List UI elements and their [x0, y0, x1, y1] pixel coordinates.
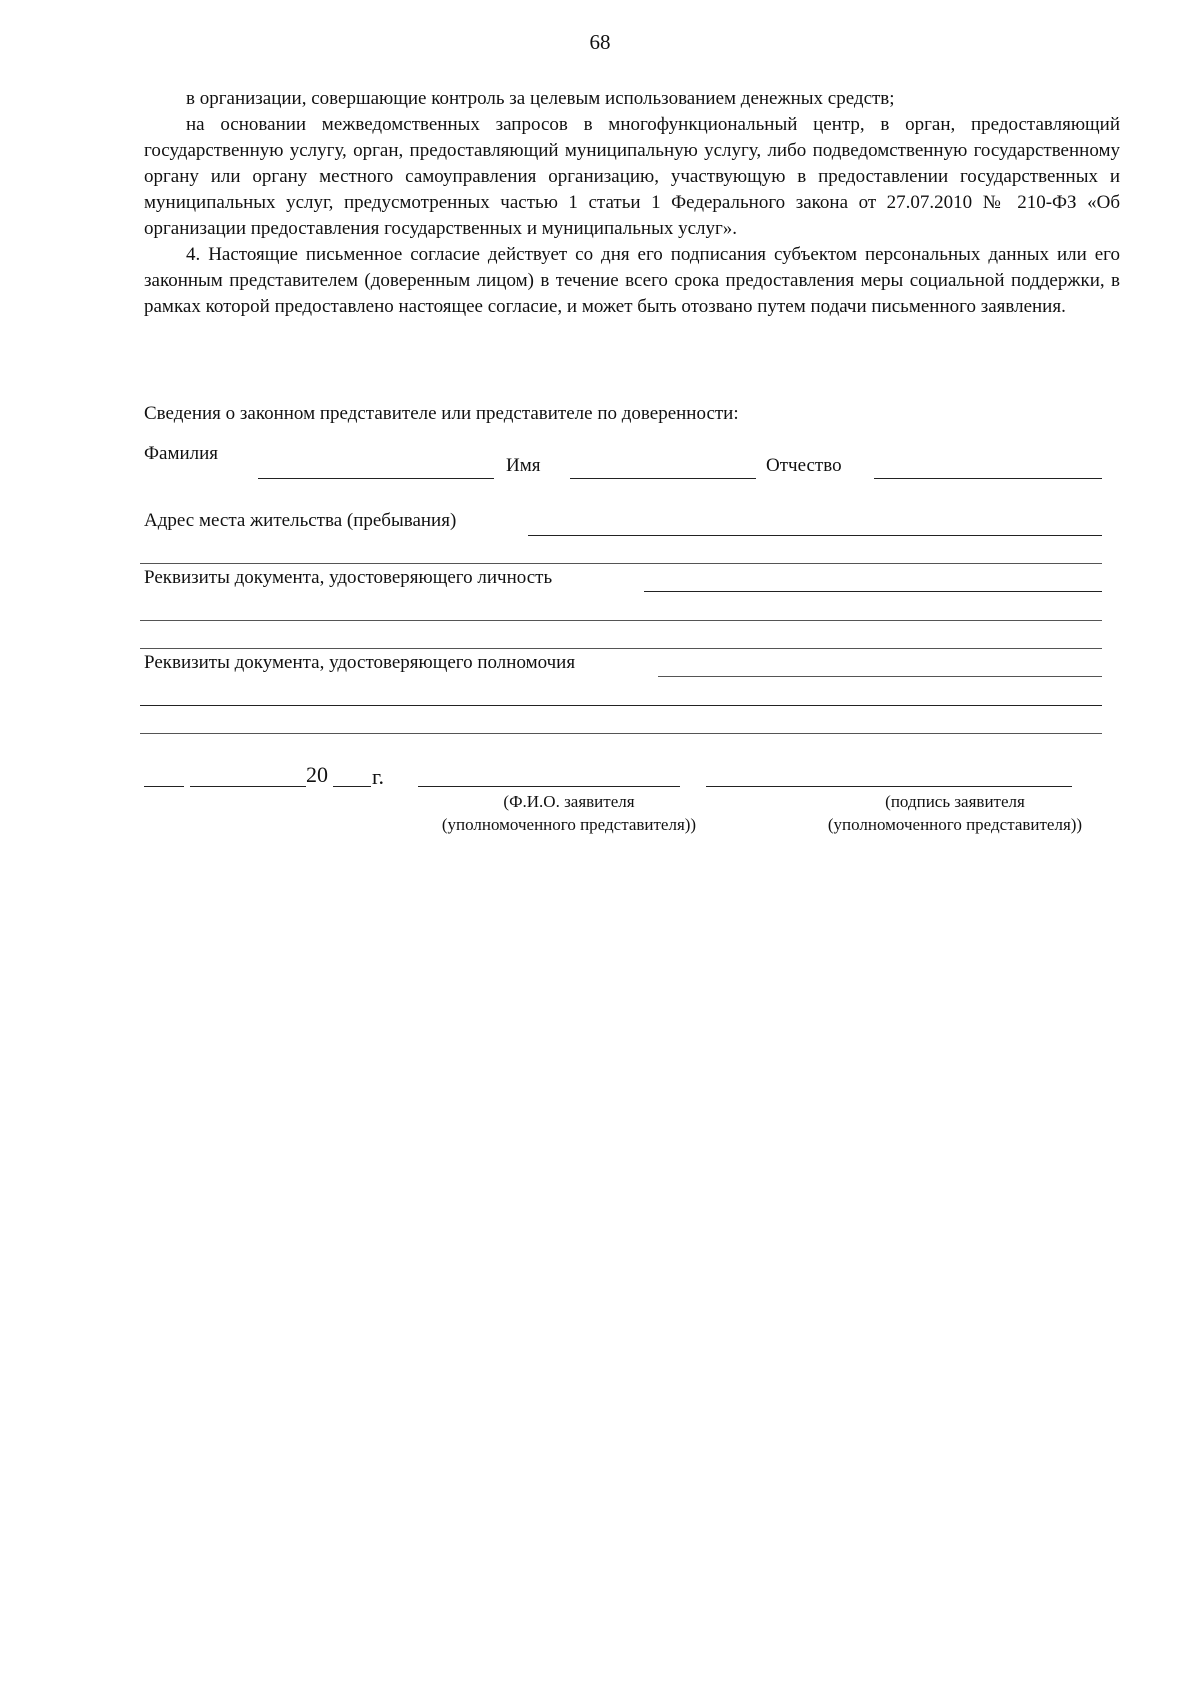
applicant-signature-line[interactable]: [706, 786, 1072, 787]
paragraph-control-organizations: в организации, совершающие контроль за целевым использованием денежных средств;: [186, 88, 895, 109]
address-label: Адрес места жительства (пребывания): [144, 510, 457, 531]
date-month-line[interactable]: [190, 786, 306, 787]
signature-caption: [798, 790, 1112, 836]
address-field-line[interactable]: [528, 535, 1102, 536]
identity-document-extra-line[interactable]: [140, 648, 1102, 649]
authority-document-extra-line[interactable]: [140, 733, 1102, 734]
fio-caption-line-1: (Ф.И.О. заявителя: [503, 792, 635, 811]
applicant-fio-line[interactable]: [418, 786, 680, 787]
document-body: [144, 86, 1120, 320]
name-field-line[interactable]: [570, 478, 756, 479]
fio-caption: [410, 790, 728, 836]
surname-field-line[interactable]: [258, 478, 494, 479]
identity-document-field-line[interactable]: [644, 591, 1102, 592]
patronymic-field-line[interactable]: [874, 478, 1102, 479]
representative-section-heading: Сведения о законном представителе или представителе по доверенности:: [144, 403, 739, 424]
signature-caption-line-1: (подпись заявителя: [885, 792, 1025, 811]
name-label: Имя: [506, 455, 541, 476]
authority-document-continuation-line[interactable]: [140, 705, 1102, 706]
identity-document-continuation-line[interactable]: [140, 620, 1102, 621]
page-number: 68: [589, 30, 611, 54]
date-day-line[interactable]: [144, 786, 184, 787]
patronymic-label: Отчество: [766, 455, 842, 476]
fio-caption-line-2: (уполномоченного представителя)): [441, 815, 697, 834]
paragraph-consent-validity: 4. Настоящие письменное согласие действует со дня его подписания субъектом персональных данных или его законным представителем (доверенным лицом) в течение всего срока предоставления меры социальной поддержки, в рамках которой предоставлено настоящее согласие, и может быть отозвано путем подачи письменного заявления.: [144, 244, 1120, 317]
year-suffix: г.: [372, 764, 385, 789]
address-continuation-line[interactable]: [140, 563, 1102, 564]
identity-document-label: Реквизиты документа, удостоверяющего личность: [144, 567, 553, 588]
surname-label: Фамилия: [144, 443, 219, 464]
date-year-line[interactable]: [333, 786, 371, 787]
authority-document-label: Реквизиты документа, удостоверяющего полномочия: [144, 652, 576, 673]
signature-caption-line-2: (уполномоченного представителя)): [827, 815, 1083, 834]
year-prefix: 20: [306, 762, 328, 787]
authority-document-field-line[interactable]: [658, 676, 1102, 677]
paragraph-interdepartmental-requests: на основании межведомственных запросов в многофункциональный центр, в орган, предоставляющий государственную услугу, орган, предоставляющий муниципальную услугу, либо подведомственную государственному органу или органу местного самоуправления организацию, участвующую в предоставлении государственных и муниципальных услуг, предусмотренных частью 1 статьи 1 Федерального закона от 27.07.2010 № 210-ФЗ «Об организации предоставления государственных и муниципальных услуг».: [144, 114, 1120, 239]
